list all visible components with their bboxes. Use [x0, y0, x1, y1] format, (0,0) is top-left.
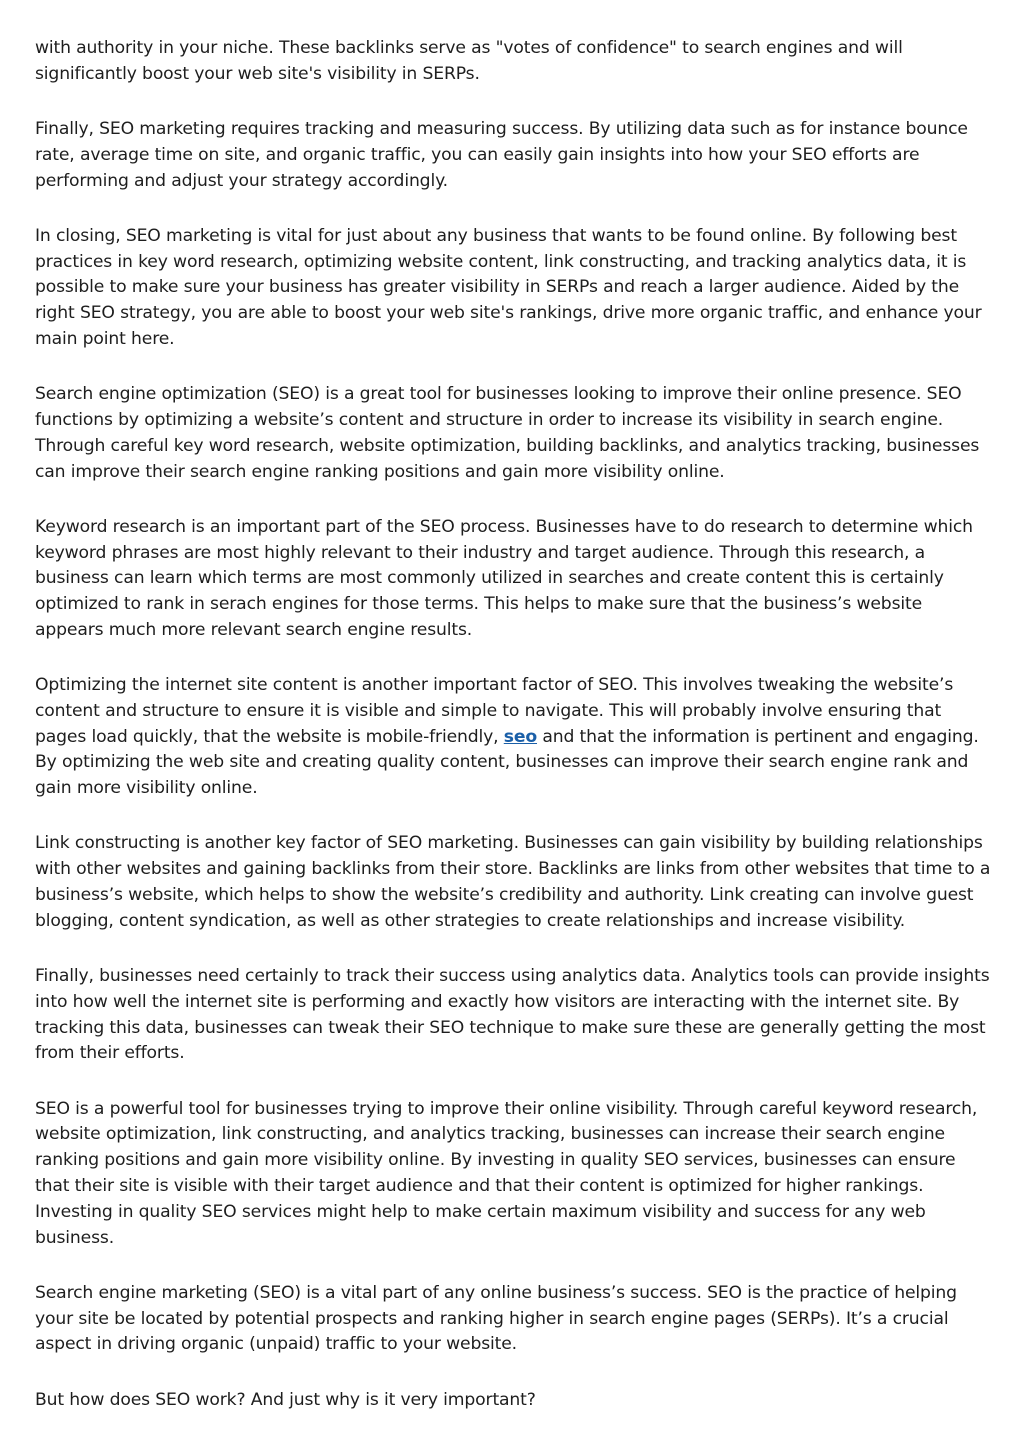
seo-link[interactable]: seo: [503, 726, 538, 747]
paragraph-text-before-link: Optimizing the internet site content is another important factor of SEO. This involves tweaking the website’s content and structure to ensure it is visible and simple to navigate. This will probably involve ensuring that pages load quickly, that the website is mobile-friendly,: [35, 675, 954, 747]
paragraph: SEO is a powerful tool for businesses trying to improve their online visibility. Through careful keyword research, website optimization, link constructing, and analytics tracking, businesses can increase their search engine ranking positions and gain more visibility online. By investing in quality SEO services, businesses can ensure that their site is visible with their target audience and that their content is optimized for higher rankings. Investing in quality SEO services might help to make certain maximum visibility and success for any web business.: [35, 1098, 978, 1248]
paragraph: Keyword research is an important part of the SEO process. Businesses have to do research to determine which keyword phrases are most highly relevant to their industry and target audience. Through this research, a business can learn which terms are most commonly utilized in searches and create content this is certainly optimized to rank in serach engines for those terms. This helps to make sure that the business’s website appears much more relevant search engine results.: [35, 516, 973, 640]
paragraph: But how does SEO work? And just why is it very important?: [35, 1389, 536, 1410]
paragraph: Link constructing is another key factor of SEO marketing. Businesses can gain visibility by building relationships with other websites and gaining backlinks from their store. Backlinks are links from other websites that time to a business’s website, which helps to show the website’s credibility and authority. Link creating can involve guest blogging, content syndication, as well as other strategies to create relationships and increase visibility.: [35, 833, 991, 931]
paragraph: Finally, SEO marketing requires tracking and measuring success. By utilizing data such as for instance bounce rate, average time on site, and organic traffic, you can easily gain insights into how your SEO efforts are performing and adjust your strategy accordingly.: [35, 118, 968, 191]
paragraph: Search engine marketing (SEO) is a vital part of any online business’s success. SEO is the practice of helping your site be located by potential prospects and ranking higher in search engine pages (SERPs). It’s a crucial aspect in driving organic (unpaid) traffic to your website.: [35, 1282, 957, 1355]
paragraph: Search engine optimization (SEO) is a great tool for businesses looking to improve their online presence. SEO functions by optimizing a website’s content and structure in order to increase its visibility in search engine. Through careful key word research, website optimization, building backlinks, and analytics tracking, businesses can improve their search engine ranking positions and gain more visibility online.: [35, 384, 980, 482]
paragraph-text-after-link: and that the information is pertinent and engaging. By optimizing the web site and creating quality content, businesses can improve their search engine rank and gain more visibility online.: [35, 726, 979, 799]
paragraph-with-link: [35, 673, 995, 802]
document-body: [35, 36, 995, 1443]
paragraph: Finally, businesses need certainly to track their success using analytics data. Analytics tools can provide insights into how well the internet site is performing and exactly how visitors are interacting with the internet site. By tracking this data, businesses can tweak their SEO technique to make sure these are generally getting the most from their efforts.: [35, 966, 990, 1064]
paragraph: with authority in your niche. These backlinks serve as "votes of confidence" to search engines and will significantly boost your web site's visibility in SERPs.: [35, 38, 903, 84]
paragraph: In closing, SEO marketing is vital for just about any business that wants to be found online. By following best practices in key word research, optimizing website content, link constructing, and tracking analytics data, it is possible to make sure your business has greater visibility in SERPs and reach a larger audience. Aided by the right SEO strategy, you are able to boost your web site's rankings, drive more organic traffic, and enhance your main point here.: [35, 225, 982, 349]
